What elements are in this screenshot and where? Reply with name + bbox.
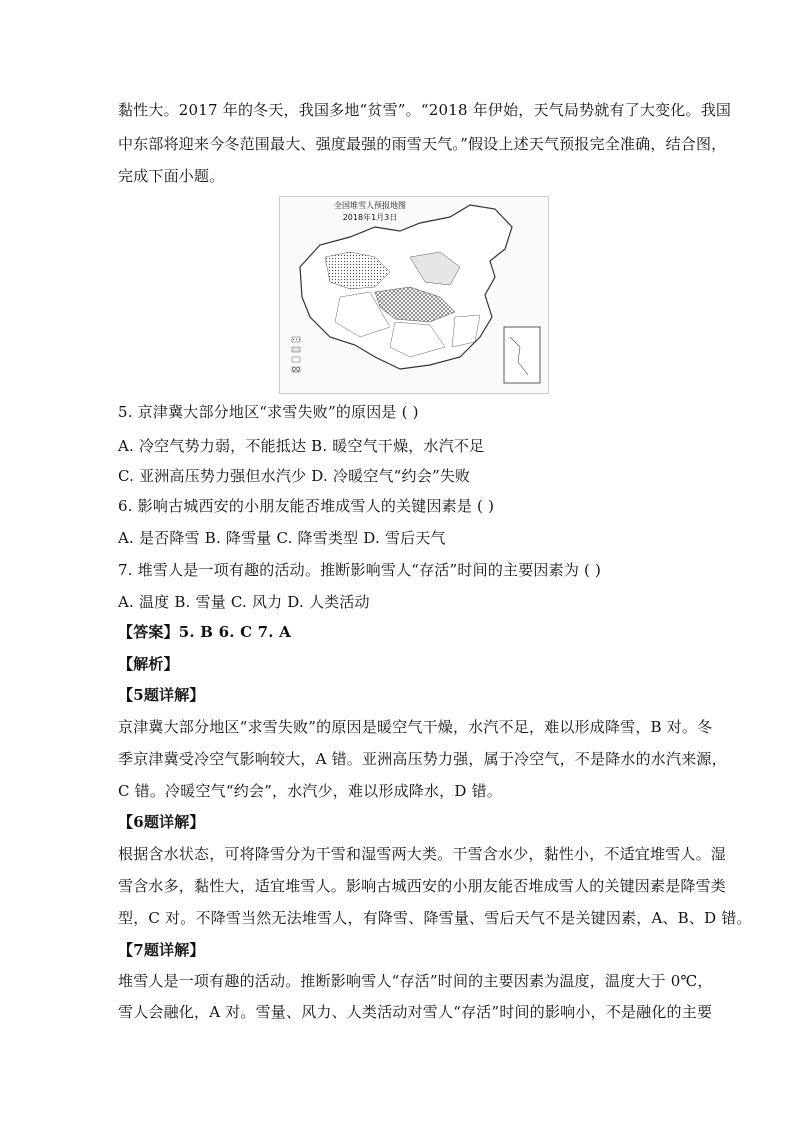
china-snowman-forecast-map <box>279 196 549 394</box>
intro-line-3: 完成下面小题。 <box>118 167 225 185</box>
question-5-options-cd: C. 亚洲高压势力强但水汽少 D. 冷暖空气“约会”失败 <box>118 467 471 485</box>
intro-line-2: 中东部将迎来今冬范围最大、强度最强的雨雪天气。”假设上述天气预报完全准确，结合图， <box>118 135 727 153</box>
question-7-options: A. 温度 B. 雪量 C. 风力 D. 人类活动 <box>118 593 370 611</box>
intro-line-1: 黏性大。2017 年的冬天，我国多地“贫雪”。“2018 年伊始，天气局势就有了大变化。我国 <box>118 101 732 119</box>
map-title: 全国堆雪人预报地图 <box>334 201 406 210</box>
q7-detail-line-2: 雪人会融化，A 对。雪量、风力、人类活动对雪人“存活”时间的影响小，不是融化的主要 <box>118 1003 713 1021</box>
question-6-options: A. 是否降雪 B. 降雪量 C. 降雪类型 D. 雪后天气 <box>118 529 446 547</box>
question-5-options-ab: A. 冷空气势力弱，不能抵达 B. 暖空气干燥，水汽不足 <box>118 437 485 455</box>
q6-detail-line-2: 雪含水多，黏性大，适宜堆雪人。影响古城西安的小朋友能否堆成雪人的关键因素是降雪类 <box>118 877 727 895</box>
question-7-stem: 7. 堆雪人是一项有趣的活动。推断影响雪人“存活”时间的主要因素为 ( ) <box>118 561 602 579</box>
q7-detail-line-1: 堆雪人是一项有趣的活动。推断影响雪人“存活”时间的主要因素为温度，温度大于 0℃， <box>118 972 713 990</box>
answer-line: 【答案】5. B 6. C 7. A <box>118 623 291 641</box>
q6-detail-label: 【6题详解】 <box>118 813 205 831</box>
question-5-stem: 5. 京津冀大部分地区“求雪失败”的原因是 ( ) <box>118 403 419 421</box>
analysis-label: 【解析】 <box>118 655 179 673</box>
q6-detail-line-3: 型，C 对。不降雪当然无法堆雪人，有降雪、降雪量、雪后天气不是关键因素，A、B、D 错。 <box>118 909 752 927</box>
china-map-graphic <box>280 197 548 393</box>
q5-detail-line-1: 京津冀大部分地区“求雪失败”的原因是暖空气干燥，水汽不足，难以形成降雪，B 对。冬 <box>118 718 713 736</box>
q5-detail-line-2: 季京津冀受冷空气影响较大，A 错。亚洲高压势力强，属于冷空气，不是降水的水汽来源， <box>118 750 727 768</box>
q5-detail-line-3: C 错。冷暖空气“约会”，水汽少，难以形成降水，D 错。 <box>118 782 502 800</box>
question-6-stem: 6. 影响古城西安的小朋友能否堆成雪人的关键因素是 ( ) <box>118 497 495 515</box>
q7-detail-label: 【7题详解】 <box>118 941 205 959</box>
q6-detail-line-1: 根据含水状态，可将降雪分为干雪和湿雪两大类。干雪含水少，黏性小，不适宜堆雪人。湿 <box>118 845 727 863</box>
map-date: 2018年1月3日 <box>342 213 398 222</box>
q5-detail-label: 【5题详解】 <box>118 686 205 704</box>
